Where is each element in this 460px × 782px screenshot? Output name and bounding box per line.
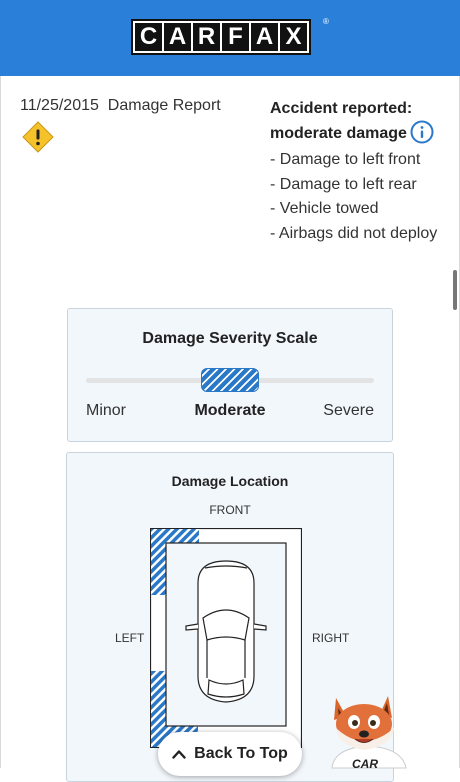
- damage-zone-left-front: [151, 543, 166, 595]
- damage-zone-left-front: [151, 529, 199, 543]
- accident-summary-title: Accident reported: moderate damage: [270, 100, 413, 142]
- back-to-top-button[interactable]: [158, 732, 302, 776]
- logo-letter: A: [164, 23, 191, 51]
- severity-label-moderate: Moderate: [194, 402, 266, 419]
- logo-letter: C: [135, 23, 162, 51]
- logo-letter: R: [193, 23, 220, 51]
- severity-title: Damage Severity Scale: [142, 330, 318, 347]
- logo-letter: X: [280, 23, 307, 51]
- severity-label-severe: Severe: [323, 402, 374, 419]
- severity-label-minor: Minor: [86, 402, 127, 419]
- car-damage-diagram: [150, 528, 302, 748]
- back-to-top-label: Back To Top: [194, 745, 288, 762]
- label-front: FRONT: [209, 503, 251, 517]
- logo-letter: A: [251, 23, 278, 51]
- carfax-logo[interactable]: [131, 19, 311, 55]
- detail-item: - Airbags did not deploy: [270, 224, 438, 242]
- scrollbar-thumb[interactable]: [453, 270, 457, 310]
- logo-letter: F: [222, 23, 249, 51]
- label-right: RIGHT: [312, 631, 350, 645]
- label-left: LEFT: [115, 631, 145, 645]
- report-heading: [20, 97, 221, 115]
- severity-scale-card: [67, 308, 393, 442]
- detail-item: - Damage to left front: [270, 151, 421, 168]
- registered-mark: ®: [323, 17, 329, 26]
- severity-marker: [201, 368, 259, 392]
- report-type: Damage Report: [107, 97, 221, 114]
- damage-zone-left-rear: [151, 671, 166, 747]
- car-top-view-icon: [186, 561, 266, 702]
- mascot-shirt-text: CAR: [352, 757, 378, 770]
- damage-location-title: Damage Location: [171, 473, 289, 489]
- damage-details-list: [270, 148, 450, 246]
- warning-diamond-icon: [22, 121, 54, 153]
- content-border-left: [0, 76, 1, 768]
- report-date: 11/25/2015: [20, 97, 99, 114]
- detail-item: - Damage to left rear: [270, 175, 417, 193]
- detail-item: - Vehicle towed: [270, 200, 379, 217]
- chevron-up-icon: [172, 749, 186, 759]
- fox-mascot-icon: [322, 690, 414, 770]
- info-circle-icon[interactable]: [410, 120, 434, 144]
